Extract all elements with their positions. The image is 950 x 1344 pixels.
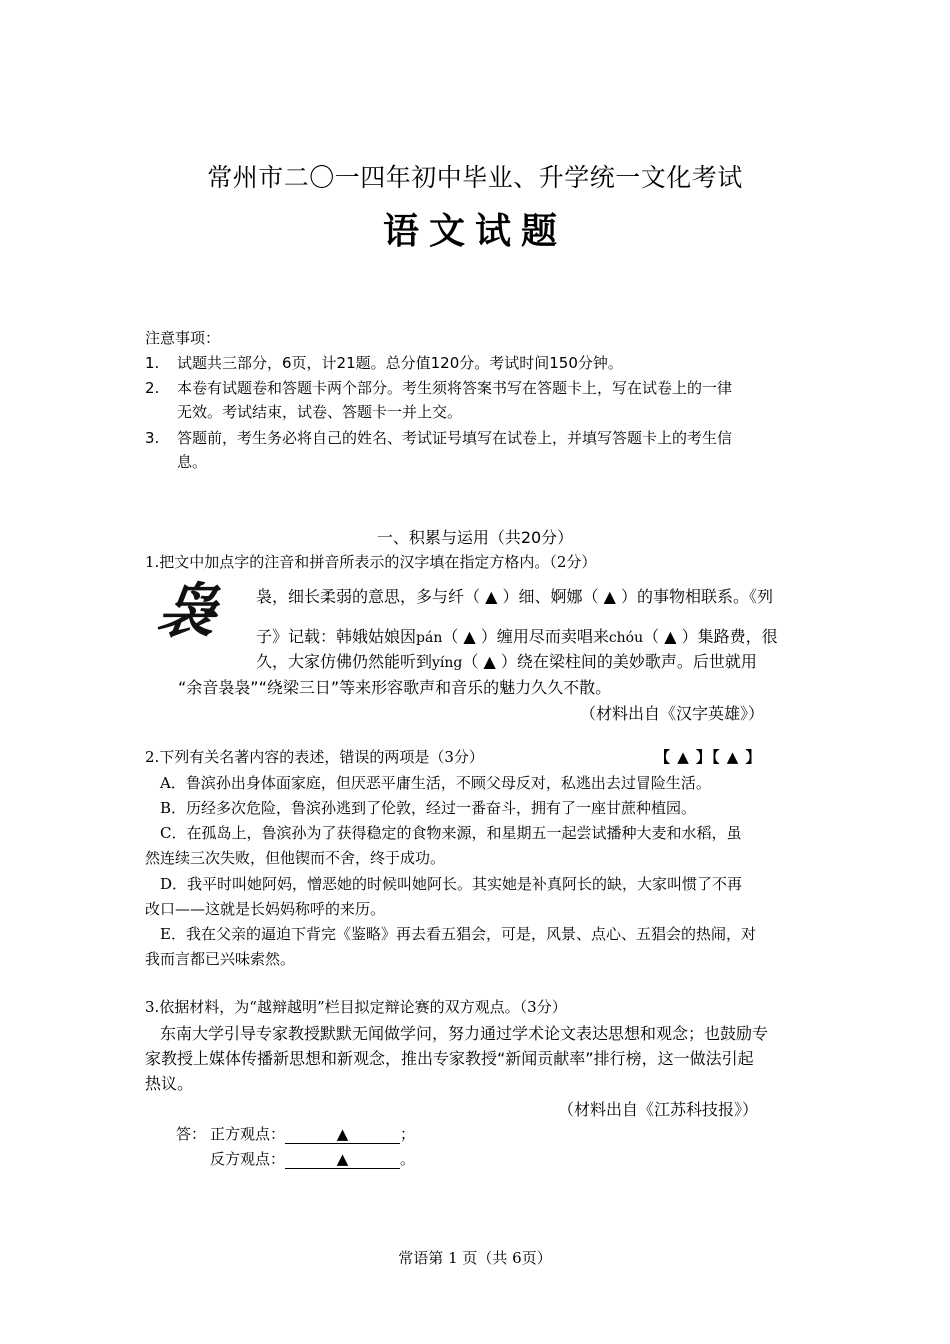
exam-title: 常州市二〇一四年初中毕业、升学统一文化考试	[207, 163, 743, 192]
con-viewpoint-label: 反方观点：	[210, 1150, 286, 1168]
pinyin-pan: pán	[416, 630, 443, 646]
question-2-stem: 2.下列有关名著内容的表述，错误的两项是（3分）	[145, 748, 484, 766]
option-b: B．历经多次危险，鲁滨孙逃到了伦敦，经过一番奋斗，拥有了一座甘蔗种植园。	[160, 799, 697, 817]
option-d: D．我平时叫她阿妈，憎恶她的时候叫她阿长。其实她是补真阿长的缺，大家叫惯了不再	[160, 875, 743, 893]
option-a: A．鲁滨孙出身体面家庭，但厌恶平庸生活，不顾父母反对，私逃出去过冒险生活。	[160, 774, 711, 792]
option-c-cont: 然连续三次失败，但他锲而不舍，终于成功。	[145, 849, 446, 867]
question-3-source: （材料出自《江苏科技报》）	[558, 1100, 759, 1119]
answer-slots: 【 ▲ 】【 ▲ 】	[655, 748, 762, 766]
notice-heading: 注意事项：	[145, 329, 221, 347]
calligraphy-character: 袅	[153, 577, 221, 645]
question-1-line-2: 子》记载：韩娥姑娘因pán（ ▲ ）缠用尽而卖唱来chóu（ ▲ ）集路费，很	[256, 627, 778, 646]
question-1-line-3: 久，大家仿佛仍然能听到yíng（ ▲ ）绕在梁柱间的美妙歌声。后世就用	[256, 652, 757, 671]
notice-item-2-text-cont: 无效。考试结束，试卷、答题卡一并上交。	[177, 403, 463, 421]
pro-viewpoint-label: 正方观点：	[210, 1125, 286, 1143]
con-viewpoint-row: 反方观点： ▲ 。	[210, 1150, 416, 1168]
material-line-3: 热议。	[145, 1074, 194, 1093]
material-line-2: 家教授上媒体传播新思想和新观念，推出专家教授“新闻贡献率”排行榜，这一做法引起	[145, 1049, 754, 1068]
question-1-source: （材料出自《汉字英雄》）	[580, 704, 765, 723]
question-1-line-1: 袅，细长柔弱的意思，多与纤（ ▲ ）细、婀娜（ ▲ ）的事物相联系。《列	[256, 587, 773, 606]
pro-viewpoint-blank[interactable]: ▲	[285, 1125, 400, 1144]
pinyin-ying: yíng	[432, 655, 463, 671]
option-e-cont: 我而言都已兴味索然。	[145, 950, 296, 968]
notice-item-2-text: 本卷有试题卷和答题卡两个部分。考生须将答案书写在答题卡上，写在试卷上的一律	[177, 379, 733, 397]
pro-viewpoint-row: 正方观点： ▲ ；	[210, 1125, 416, 1143]
material-line-1: 东南大学引导专家教授默默无闻做学问，努力通过学术论文表达思想和观念；也鼓励专	[160, 1024, 769, 1043]
notice-item-3-text-cont: 息。	[177, 453, 208, 471]
option-d-cont: 改口——这就是长妈妈称呼的来历。	[145, 900, 386, 918]
notice-item-1-text: 试题共三部分，6页，计21题。总分值120分。考试时间150分钟。	[177, 354, 623, 372]
notice-item-3-num: 3.	[145, 429, 160, 447]
notice-item-1-num: 1.	[145, 354, 160, 372]
option-e: E．我在父亲的逼迫下背完《鉴略》再去看五猖会，可是，风景、点心、五猖会的热闹，对	[160, 925, 756, 943]
pinyin-chou: chóu	[608, 630, 644, 646]
page-footer: 常语第 1 页（共 6页）	[398, 1249, 552, 1267]
subject-title: 语文试题	[382, 210, 567, 252]
notice-item-3-text: 答题前，考生务必将自己的姓名、考试证号填写在试卷上，并填写答题卡上的考生信	[177, 429, 733, 447]
question-1-stem: 1.把文中加点字的注音和拼音所表示的汉字填在指定方格内。（2分）	[145, 553, 597, 571]
option-c: C．在孤岛上，鲁滨孙为了获得稳定的食物来源，和星期五一起尝试播种大麦和水稻，虽	[160, 824, 742, 842]
answer-prefix: 答：	[176, 1125, 207, 1143]
question-3-stem: 3.依据材料，为“越辩越明”栏目拟定辩论赛的双方观点。（3分）	[145, 998, 567, 1016]
con-viewpoint-blank[interactable]: ▲	[285, 1150, 400, 1169]
notice-item-2-num: 2.	[145, 379, 160, 397]
section-heading: 一、积累与运用（共20分）	[376, 528, 574, 547]
question-1-line-4: “余音袅袅”“绕梁三日”等来形容歌声和音乐的魅力久久不散。	[178, 678, 612, 697]
